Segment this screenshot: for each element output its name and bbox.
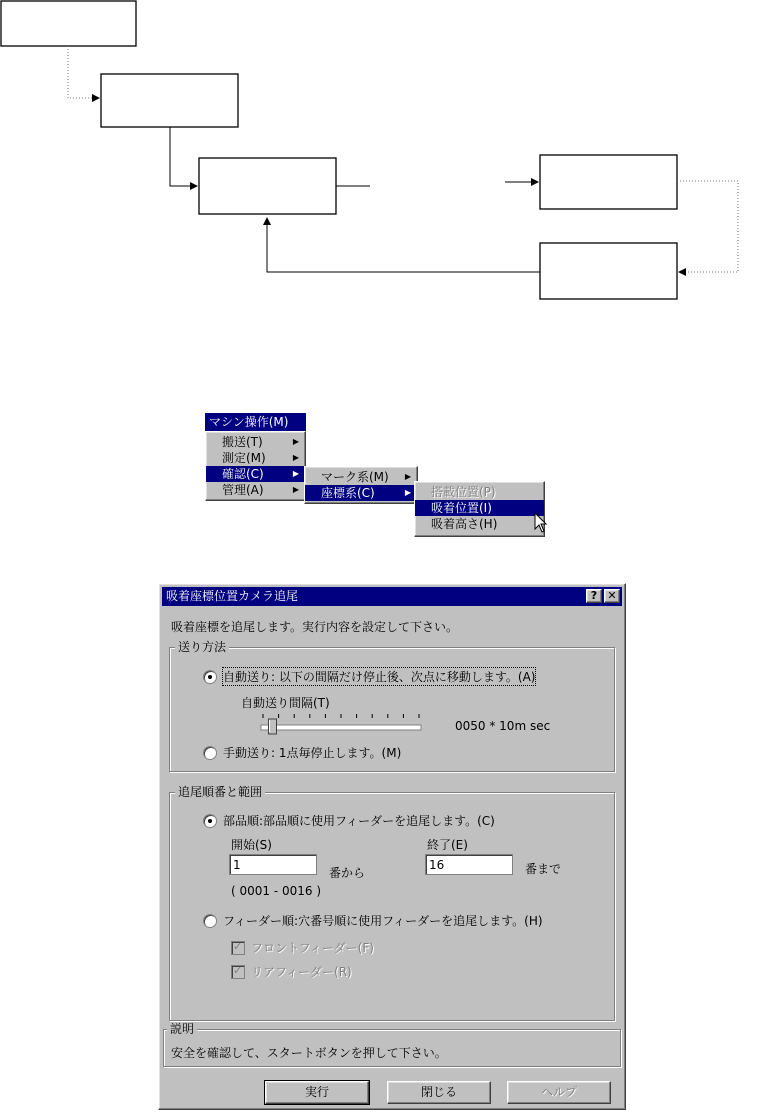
rear-feeder-checkbox[interactable] [231, 965, 245, 979]
range-note: ( 0001 - 0016 ) [231, 884, 322, 898]
flow-box-2 [101, 74, 238, 127]
submenu-arrow-icon: ▶ [292, 453, 299, 462]
menu-item-measure[interactable] [206, 450, 305, 466]
close-button[interactable]: 閉じる [387, 1081, 491, 1104]
end-number-input[interactable] [425, 854, 513, 875]
feeder-order-radio[interactable] [203, 914, 217, 928]
start-suffix: 番から [329, 866, 366, 880]
description-label: 説明 [167, 1022, 197, 1036]
submenu-arrow-icon: ▶ [404, 488, 411, 497]
machine-operation-menu [205, 413, 306, 503]
menu-item-transport[interactable] [206, 434, 305, 450]
menu-item-manage[interactable] [206, 482, 305, 498]
start-label: 開始(S) [231, 838, 272, 852]
help-button[interactable]: ヘルプ [507, 1081, 611, 1104]
slider-ticks [263, 714, 419, 718]
menu-item-confirm[interactable] [206, 466, 305, 482]
slider-thumb[interactable] [269, 719, 277, 734]
interval-label: 自動送り間隔(T) [241, 696, 330, 710]
front-feeder-checkbox[interactable] [231, 941, 245, 955]
run-button[interactable]: 実行 [265, 1081, 369, 1104]
flow-connector-1-2 [68, 46, 96, 98]
manual-feed-radio[interactable] [203, 746, 217, 760]
help-question-icon[interactable]: ? [586, 589, 602, 603]
interval-slider[interactable] [259, 712, 425, 736]
menu-item-mount-position[interactable]: 搭載位置(P) [431, 485, 496, 499]
flow-box-5 [540, 243, 677, 299]
menu-item-mark-system[interactable] [305, 469, 417, 485]
rear-feeder-label: リアフィーダー(R) [251, 965, 352, 979]
auto-feed-label[interactable]: 自動送り: 以下の間隔だけ停止後、次点に移動します。(A) [223, 670, 536, 684]
menu-item-pickup-position[interactable]: 吸着位置(I) [415, 500, 544, 516]
menu-title-machine-operation[interactable]: マシン操作(M) [205, 413, 306, 431]
flow-box-3 [199, 158, 336, 214]
menu-item-coordinate-system[interactable] [305, 485, 417, 501]
interval-value: 0050 * 10m sec [455, 719, 551, 733]
submenu-arrow-icon: ▶ [292, 469, 299, 478]
flow-box-4 [540, 155, 677, 209]
menu-list [205, 431, 306, 501]
dialog-instruction: 吸着座標を追尾します。実行内容を設定して下さい。 [171, 620, 459, 634]
dialog-titlebar[interactable] [162, 587, 622, 606]
feed-method-label: 送り方法 [175, 640, 229, 654]
close-icon[interactable]: ✕ [604, 589, 620, 603]
submenu-arrow-icon: ▶ [404, 472, 411, 481]
submenu-arrow-icon: ▶ [292, 485, 299, 494]
parts-order-radio[interactable] [203, 814, 217, 828]
mouse-cursor-icon [534, 512, 550, 534]
menu-item-label: 測定(M) [222, 451, 266, 465]
flow-connector-4-5 [677, 181, 738, 272]
description-text: 安全を確認して、スタートボタンを押して下さい。 [171, 1046, 447, 1060]
end-label: 終了(E) [427, 838, 468, 852]
feeder-order-label[interactable]: フィーダー順:穴番号順に使用フィーダーを追尾します。(H) [223, 914, 543, 928]
flow-connector-2-3 [170, 127, 197, 186]
parts-order-label[interactable]: 部品順:部品順に使用フィーダーを追尾します。(C) [223, 814, 495, 828]
submenu-confirm [304, 466, 418, 504]
start-number-input[interactable] [229, 854, 317, 875]
flow-box-1 [1, 1, 136, 46]
manual-feed-label[interactable]: 手動送り: 1点毎停止します。(M) [223, 746, 402, 760]
front-feeder-label: フロントフィーダー(F) [251, 941, 374, 955]
submenu-coordinates [414, 481, 545, 537]
menu-item-label: マーク系(M) [321, 470, 389, 484]
dialog-title: 吸着座標位置カメラ追尾 [166, 589, 299, 603]
menu-item-label: 管理(A) [222, 483, 264, 497]
end-suffix: 番まで [525, 862, 562, 876]
menu-item-pickup-height[interactable]: 吸着高さ(H) [431, 517, 498, 531]
order-range-label: 追尾順番と範囲 [175, 785, 265, 799]
flow-connector-5-3 [267, 218, 540, 272]
flow-diagram [0, 0, 780, 320]
menu-item-label: 搬送(T) [222, 435, 263, 449]
menu-item-label: 座標系(C) [321, 486, 375, 500]
submenu-arrow-icon: ▶ [292, 437, 299, 446]
auto-feed-radio[interactable] [203, 670, 217, 684]
menu-item-label: 確認(C) [222, 467, 264, 481]
pickup-camera-tracking-dialog [158, 583, 626, 1110]
